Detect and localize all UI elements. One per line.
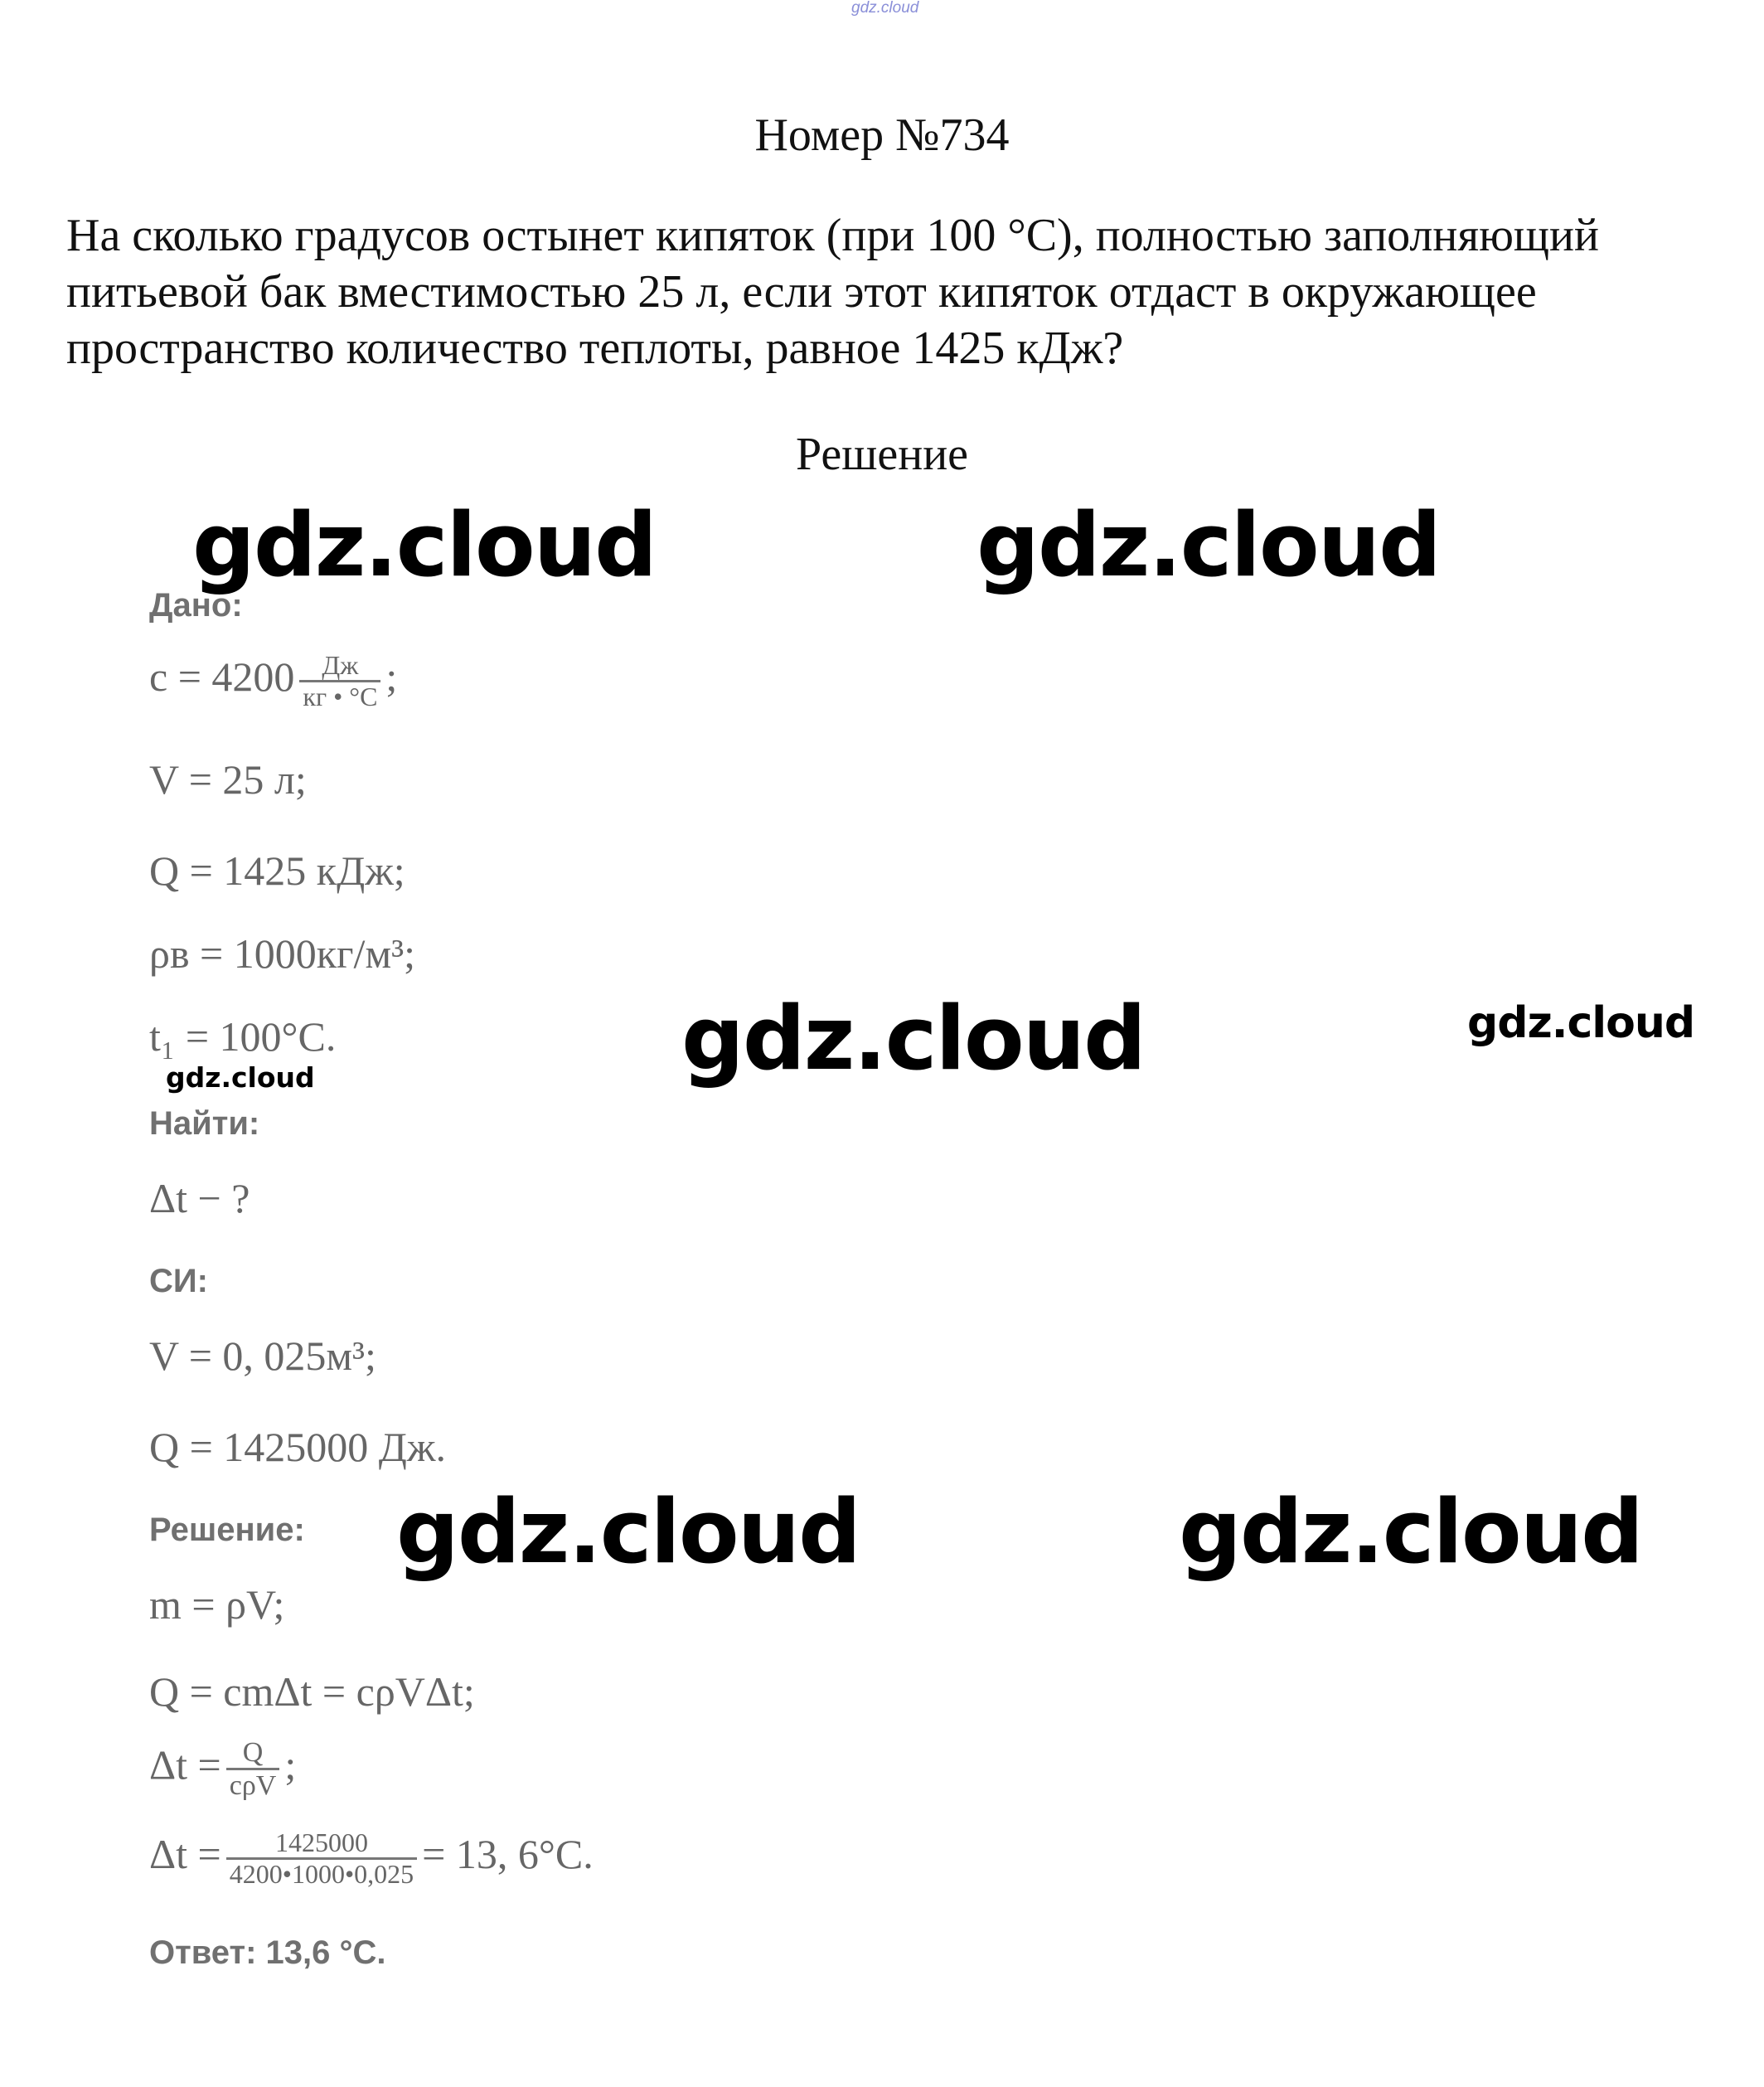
watermark: gdz.cloud	[976, 494, 1441, 596]
solution-label: Решение:	[149, 1512, 305, 1548]
given-label: Дано:	[149, 587, 243, 624]
dt-formula-line	[149, 1737, 296, 1802]
dt-calc-result: = 13, 6°C.	[422, 1831, 594, 1878]
given-rho-line: ρв = 1000кг/м³;	[149, 930, 415, 977]
mass-formula-line: m = ρV;	[149, 1581, 285, 1628]
dt-calc-numerator: 1425000	[226, 1828, 417, 1860]
watermark: gdz.cloud	[396, 1481, 860, 1583]
dt-formula-fraction	[226, 1737, 280, 1802]
c-units-fraction	[299, 651, 380, 711]
dt-calc-denominator: 4200•1000•0,025	[229, 1859, 414, 1890]
watermark-top: gdz.cloud	[851, 0, 919, 17]
dt-calc-prefix: Δt =	[149, 1831, 221, 1878]
watermark: gdz.cloud	[1467, 998, 1695, 1048]
dt-calculation-line	[149, 1828, 594, 1889]
dt-formula-denominator: cρV	[229, 1770, 277, 1802]
dt-formula-prefix: Δt =	[149, 1741, 221, 1789]
c-units-denominator: кг • °C	[303, 682, 378, 712]
si-q-line: Q = 1425000 Дж.	[149, 1424, 446, 1470]
answer-line: Ответ: 13,6 °C.	[149, 1934, 386, 1971]
watermark: gdz.cloud	[192, 494, 657, 596]
dt-formula-suffix: ;	[284, 1741, 297, 1789]
problem-text: На сколько градусов остынет кипяток (при 100 °C), полностью заполняющий питьевой бак вместимостью 25 л, если этот кипяток отдаст в окружающее пространство количество теплоты, равное 1425 кДж?	[66, 210, 1599, 374]
watermark: gdz.cloud	[166, 1061, 315, 1094]
given-v-line: V = 25 л;	[149, 756, 307, 803]
heat-formula-line: Q = cmΔt = cρVΔt;	[149, 1668, 475, 1715]
solution-heading: Решение	[795, 429, 969, 480]
watermark: gdz.cloud	[681, 988, 1146, 1090]
dt-calc-fraction	[226, 1828, 417, 1889]
si-v-line: V = 0, 025м³;	[149, 1332, 376, 1379]
watermark: gdz.cloud	[1179, 1481, 1643, 1583]
given-t1-line: t₁ = 100°C.	[149, 1013, 337, 1060]
c-prefix: c = 4200	[149, 653, 295, 701]
find-label: Найти:	[149, 1105, 260, 1142]
problem-number-title: Номер №734	[754, 109, 1010, 161]
c-units-numerator: Дж	[299, 651, 380, 682]
given-q-line: Q = 1425 кДж;	[149, 847, 405, 894]
dt-formula-numerator: Q	[226, 1737, 280, 1770]
c-suffix: ;	[385, 653, 398, 701]
si-label: СИ:	[149, 1263, 208, 1299]
find-line: Δt − ?	[149, 1175, 250, 1221]
given-c-line	[149, 651, 397, 711]
